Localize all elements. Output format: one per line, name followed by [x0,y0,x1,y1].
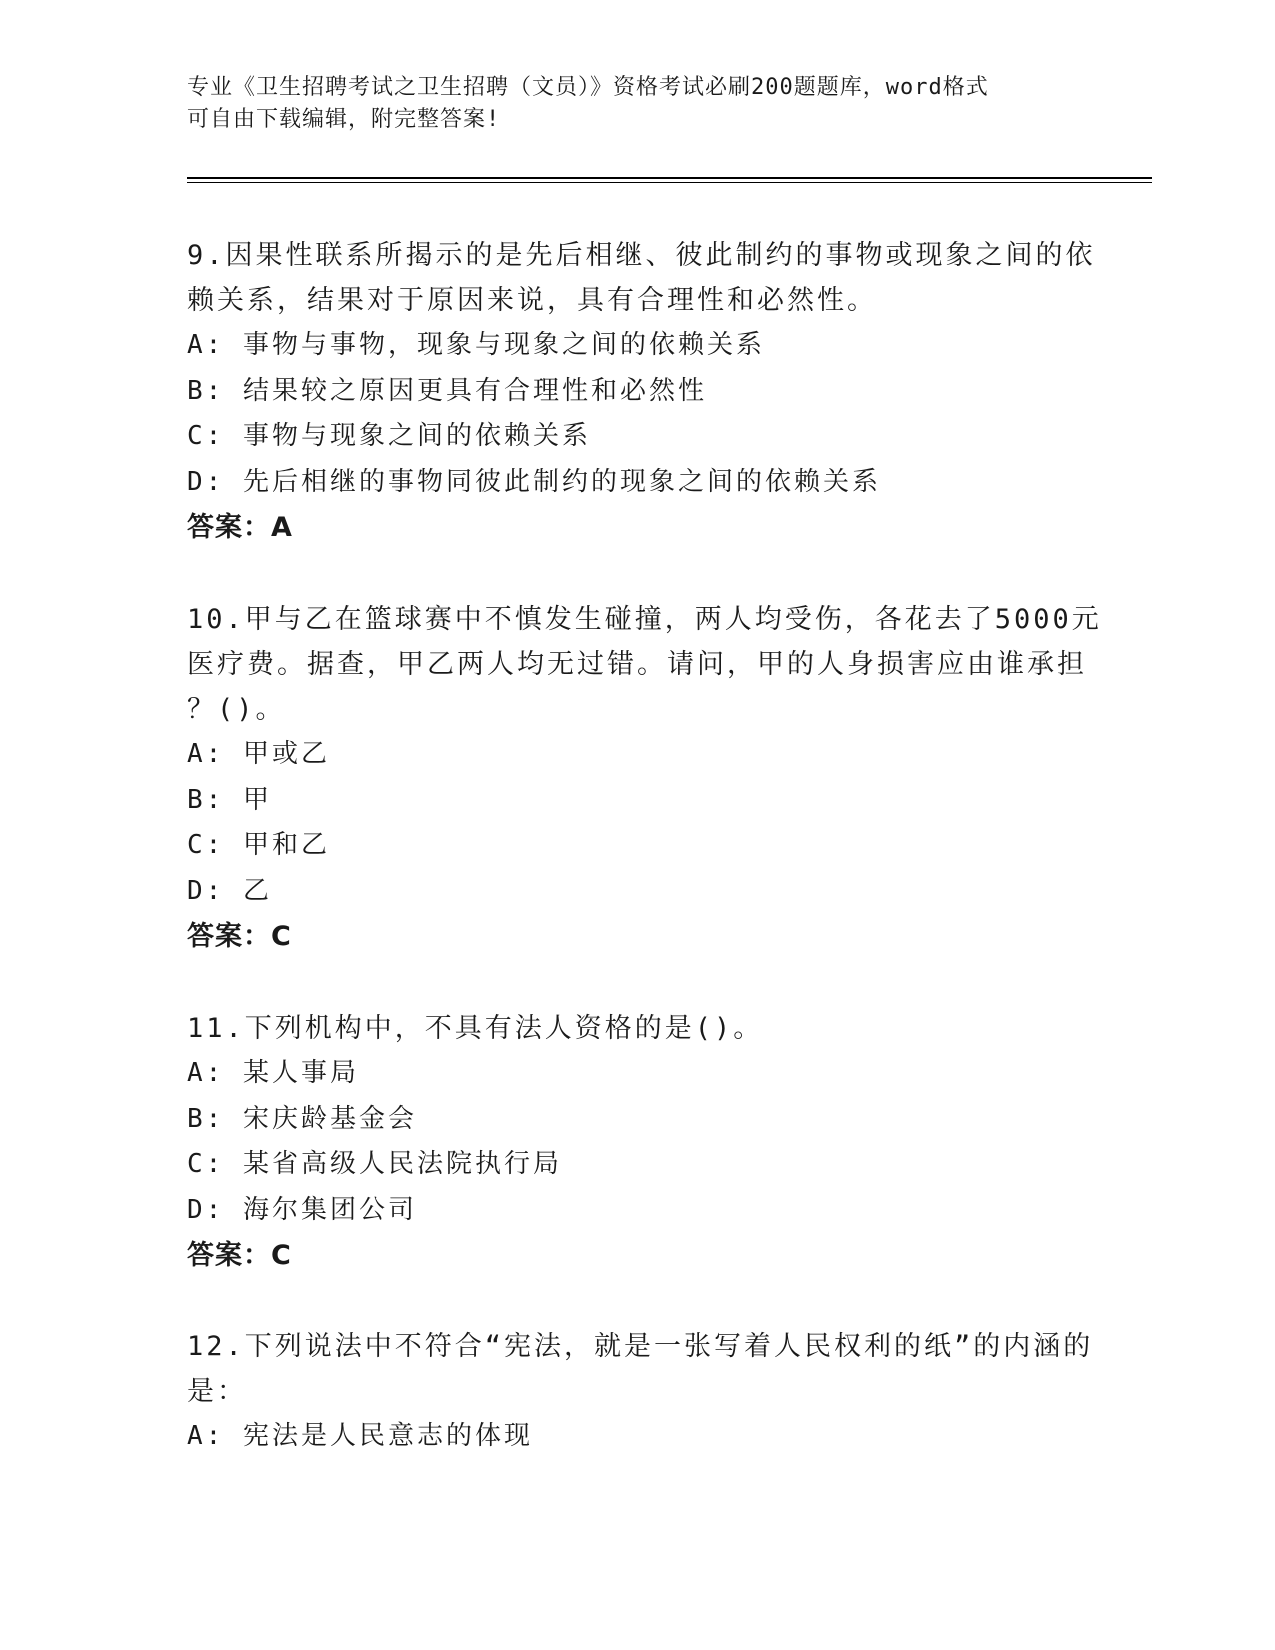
header-line-1: 专业《卫生招聘考试之卫生招聘（文员）》资格考试必刷200题题库，word格式 [187,75,989,100]
option-a: A: 甲或乙 [187,739,330,769]
question-text-line: ？()。 [187,694,286,725]
question-text-line: 医疗费。据查，甲乙两人均无过错。请问，甲的人身损害应由谁承担 [187,649,1087,680]
question-text-line: 10.甲与乙在篮球赛中不慎发生碰撞，两人均受伤，各花去了5000元 [187,604,1102,635]
option-b: B: 宋庆龄基金会 [187,1103,417,1134]
question-text-line: 赖关系，结果对于原因来说，具有合理性和必然性。 [187,285,877,316]
answer-label: 答案：C [187,1240,292,1271]
question-11 [187,1006,1087,1279]
option-d: D: 乙 [187,875,272,906]
question-10 [187,597,1102,960]
option-a: A: 事物与事物，现象与现象之间的依赖关系 [187,330,765,360]
question-9 [187,233,1096,551]
header-divider-thick [187,177,1152,179]
option-c: C: 甲和乙 [187,830,330,860]
question-text-line: 是： [187,1376,247,1407]
option-c: C: 某省高级人民法院执行局 [187,1149,562,1179]
option-d: D: 海尔集团公司 [187,1194,417,1225]
document-header [187,72,1067,136]
header-divider-thin [187,182,1152,183]
question-12 [187,1324,1094,1460]
answer-label: 答案：A [187,512,293,543]
option-c: C: 事物与现象之间的依赖关系 [187,421,591,451]
question-text-line: 11.下列机构中，不具有法人资格的是()。 [187,1013,764,1044]
option-a: A: 某人事局 [187,1058,359,1088]
option-b: B: 甲 [187,784,272,815]
question-text-line: 9.因果性联系所揭示的是先后相继、彼此制约的事物或现象之间的依 [187,240,1096,271]
option-a: A: 宪法是人民意志的体现 [187,1421,533,1451]
header-line-2: 可自由下载编辑，附完整答案! [187,107,501,132]
answer-label: 答案：C [187,921,292,952]
question-text-line: 12.下列说法中不符合“宪法，就是一张写着人民权利的纸”的内涵的 [187,1331,1094,1362]
option-b: B: 结果较之原因更具有合理性和必然性 [187,375,707,406]
option-d: D: 先后相继的事物同彼此制约的现象之间的依赖关系 [187,466,881,497]
